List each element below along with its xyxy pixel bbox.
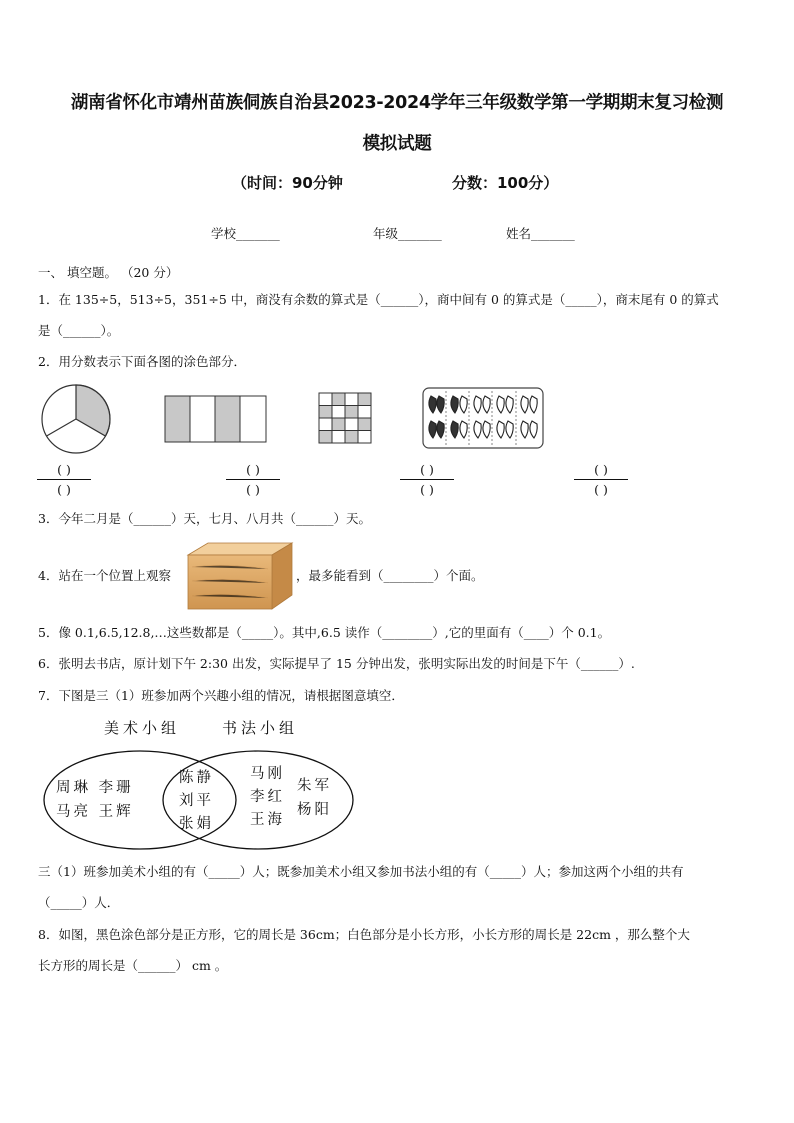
pie-figure (38, 382, 114, 456)
fraction-answer-2[interactable] (226, 462, 280, 497)
question-4-before: 4．站在一个位置上观察 (38, 568, 171, 583)
venn-right-col2-row1: 朱军 (297, 778, 332, 794)
venn-both-row2: 刘平 (179, 793, 214, 809)
fraction-denominator: ( ) (246, 482, 260, 497)
question-8-cont: 长方形的周长是（______） cm 。 (38, 958, 228, 973)
question-7: 7．下图是三（1）班参加两个兴趣小组的情况，请根据图意填空． (38, 688, 404, 703)
fraction-numerator: ( ) (57, 462, 71, 477)
venn-right-col2-row2: 杨阳 (297, 802, 332, 818)
school-field: 学校_______ (211, 226, 280, 241)
venn-both-row3: 张娟 (179, 816, 214, 832)
venn-right-col1-row1: 马刚 (250, 766, 285, 782)
wooden-block-image (186, 541, 294, 611)
grade-field: 年级_______ (373, 226, 442, 241)
exam-time: （时间：90分钟 (232, 174, 343, 192)
section-heading: 一、 填空题。 （20 分） (38, 265, 179, 280)
fraction-numerator: ( ) (594, 462, 608, 477)
fraction-numerator: ( ) (246, 462, 260, 477)
question-4-after: ，最多能看到（________）个面。 (296, 568, 484, 583)
question-7-fill: 三（1）班参加美术小组的有（_____）人；既参加美术小组又参加书法小组的有（_____）人；参加这两个小组的共有 (38, 864, 684, 879)
page-title-line2: 模拟试题 (362, 134, 432, 154)
page-title: 湖南省怀化市靖州苗族侗族自治县2023-2024学年三年级数学第一学期期末复习检测 (70, 93, 724, 113)
question-1: 1．在 135÷5，513÷5，351÷5 中，商没有余数的算式是（______），商中间有 0 的算式是（_____），商末尾有 0 的算式 (38, 292, 719, 307)
fraction-answer-4[interactable] (574, 462, 628, 497)
fraction-answer-3[interactable] (400, 462, 454, 497)
venn-left-only-row1: 周琳 李珊 (56, 780, 134, 796)
fraction-denominator: ( ) (420, 482, 434, 497)
fraction-bar (37, 479, 91, 480)
fraction-bar (574, 479, 628, 480)
question-5: 5．像 0.1,6.5,12.8,…这些数都是（_____）。其中,6.5 读作（________）,它的里面有（____）个 0.1。 (38, 625, 611, 640)
question-8: 8．如图，黑色涂色部分是正方形，它的周长是 36cm；白色部分是小长方形，小长方形的周长是 22cm ，那么整个大 (38, 927, 690, 942)
venn-right-col1-row2: 李红 (250, 789, 285, 805)
bananas-figure (422, 387, 544, 449)
venn-left-only-row2: 马亮 王辉 (56, 804, 134, 820)
rectangle-strips-figure (164, 395, 268, 443)
venn-right-col1-row3: 王海 (250, 812, 285, 828)
name-field: 姓名_______ (506, 226, 575, 241)
exam-score: 分数：100分） (452, 174, 559, 192)
question-2: 2．用分数表示下面各图的涂色部分． (38, 354, 246, 369)
venn-both-row1: 陈静 (179, 770, 214, 786)
question-3: 3．今年二月是（______）天，七月、八月共（______）天。 (38, 511, 371, 526)
grid-figure (318, 392, 372, 444)
question-7-fill-cont: （_____）人． (38, 895, 120, 910)
question-6: 6．张明去书店，原计划下午 2:30 出发，实际提早了 15 分钟出发，张明实际出发的时间是下午（______）. (38, 656, 635, 671)
fraction-numerator: ( ) (420, 462, 434, 477)
question-1-cont: 是（______）。 (38, 323, 120, 338)
fraction-denominator: ( ) (57, 482, 71, 497)
fraction-denominator: ( ) (594, 482, 608, 497)
venn-left-title: 美术小组 (104, 719, 181, 737)
venn-right-title: 书法小组 (222, 719, 299, 737)
fraction-bar (400, 479, 454, 480)
fraction-answer-1[interactable] (37, 462, 91, 497)
fraction-bar (226, 479, 280, 480)
